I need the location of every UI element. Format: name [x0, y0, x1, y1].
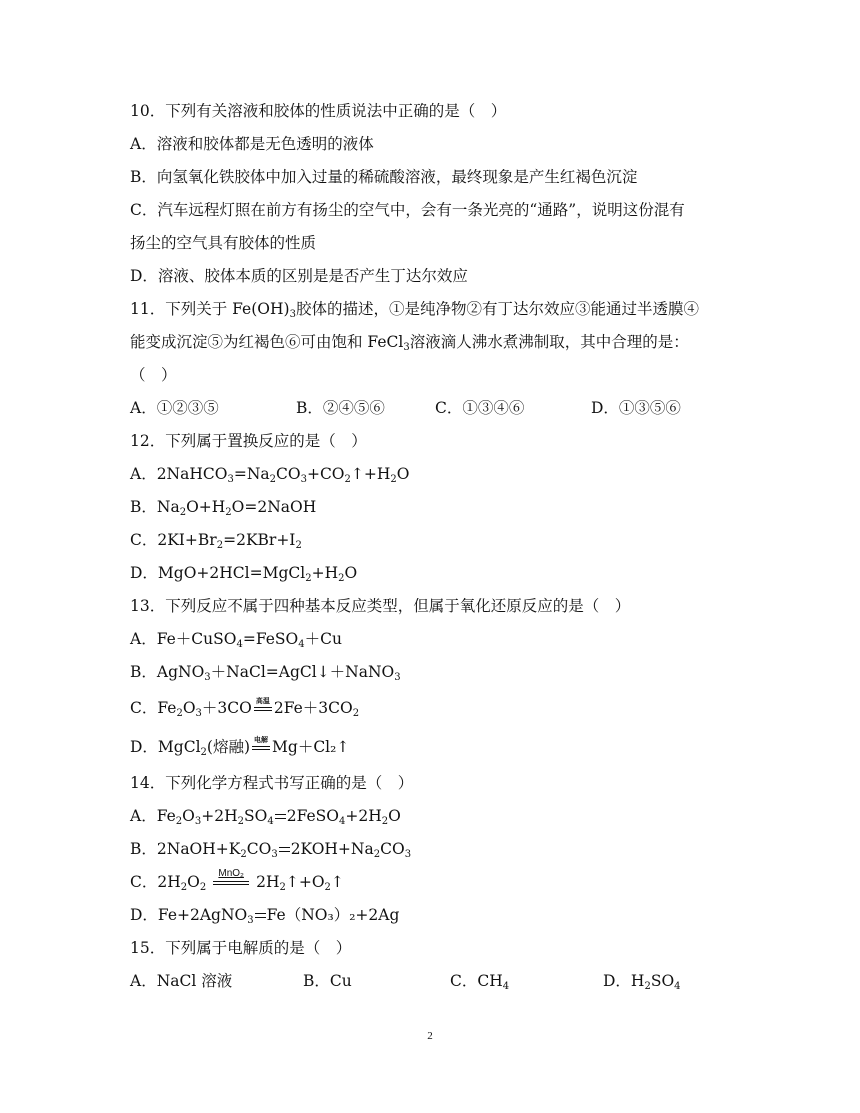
formula-text: ↑+H	[350, 465, 391, 483]
formula-text: =Na	[233, 465, 270, 483]
q11-stem-line3: （ ）	[130, 366, 177, 384]
condition-mark: MnO₂	[212, 872, 250, 892]
formula-text: SO	[650, 972, 675, 990]
formula-text: SO	[244, 807, 268, 825]
formula-text: A．2NaHCO	[130, 465, 228, 483]
q13-option-b	[130, 662, 401, 682]
formula-text: D．MgCl	[130, 738, 201, 756]
formula-text: ＋3CO	[201, 699, 252, 717]
formula-subscript: 3	[300, 474, 307, 485]
formula-text: 2KOH+Na	[290, 840, 374, 858]
formula-subscript: 2	[324, 882, 331, 893]
q10-option-c-line2: 扬尘的空气具有胶体的性质	[130, 234, 317, 252]
q10-option-c-line1: C．汽车远程灯照在前方有扬尘的空气中，会有一条光亮的“通路”，说明这份混有	[130, 201, 685, 219]
formula-text: A．Fe	[130, 807, 176, 825]
q13-option-c	[130, 698, 359, 718]
formula-subscript: 2	[344, 474, 351, 485]
q11-option-c: C．①③④⑥	[435, 399, 525, 417]
q11-option-a: A．①②③⑤	[130, 399, 219, 417]
formula-text: O	[182, 699, 196, 717]
formula-text: O	[182, 807, 195, 825]
formula-subscript: 2	[179, 507, 187, 518]
formula-subscript: 3	[195, 708, 202, 719]
formula-subscript: 2	[338, 573, 345, 584]
formula-text: 2FeSO	[286, 807, 339, 825]
formula-text: (熔融)	[206, 738, 251, 756]
formula-subscript: 3	[227, 474, 234, 485]
formula-subscript: 2	[269, 474, 276, 485]
q12-option-d	[130, 563, 357, 583]
q15-option-d	[603, 971, 681, 991]
condition-mark: 电解	[251, 737, 271, 757]
formula-subscript: 2	[180, 882, 188, 893]
formula-text: O	[396, 465, 410, 483]
q11-option-b: B．②④⑤⑥	[296, 399, 385, 417]
q14-option-c	[130, 868, 344, 893]
formula-text: CO	[380, 840, 405, 858]
q13-option-a	[130, 629, 342, 649]
formula-subscript: 2	[644, 981, 651, 992]
formula-subscript: 4	[298, 639, 305, 650]
q15-option-c	[450, 971, 509, 991]
formula-subscript: 2	[225, 507, 232, 518]
formula-text: ＋NaCl=AgCl↓＋NaNO	[210, 663, 395, 681]
formula-text: CO	[276, 465, 301, 483]
formula-subscript: 4	[674, 981, 681, 992]
q12-option-b	[130, 497, 316, 517]
q14-option-a	[130, 806, 401, 826]
formula-text: C．2H	[130, 873, 181, 891]
formula-text: A．Fe＋CuSO	[130, 630, 237, 648]
formula-text: D．Fe+2AgNO	[130, 906, 248, 924]
page-number: 2	[427, 1030, 433, 1042]
q11-stem-line2: 能变成沉淀⑤为红褐色⑥可由饱和 FeCl$_3$溶液滴人沸水煮沸制取，其中合理的是：	[130, 333, 689, 353]
formula-subscript: 4	[236, 639, 243, 650]
formula-subscript: 3	[247, 915, 254, 926]
q10-option-b: B．向氢氧化铁胶体中加入过量的稀硫酸溶液，最终现象是产生红褐色沉淀	[130, 168, 638, 186]
formula-subscript: 2	[390, 474, 397, 485]
formula-text: B．2NaOH+K	[130, 840, 241, 858]
formula-text: CO	[246, 840, 272, 858]
double-equals-sign	[278, 839, 291, 859]
formula-text: B．AgNO	[130, 663, 205, 681]
formula-text: O+H	[186, 498, 226, 516]
formula-text: ↑+O	[285, 873, 325, 891]
q15-stem: 15．下列属于电解质的是（ ）	[130, 939, 352, 957]
formula-text: B．Na	[130, 498, 180, 516]
double-equals-sign	[254, 905, 267, 925]
formula-subscript: 2	[279, 882, 286, 893]
formula-text: O	[344, 564, 358, 582]
condition-mark: 高温	[253, 698, 273, 718]
q10-stem: 10．下列有关溶液和胶体的性质说法中正确的是（ ）	[130, 102, 507, 120]
q11-option-d: D．①③⑤⑥	[591, 399, 681, 417]
formula-text: C．2KI+Br	[130, 531, 217, 549]
formula-text: O	[388, 807, 401, 825]
formula-subscript: 2	[352, 708, 360, 719]
formula-subscript: 4	[502, 981, 510, 992]
q13-option-d: D．MgCl$_2$(熔融) 电解 Mg＋Cl₂↑	[130, 736, 350, 758]
q14-option-b	[130, 839, 411, 859]
q13-stem: 13．下列反应不属于四种基本反应类型，但属于氧化还原反应的是（ ）	[130, 597, 631, 615]
formula-text: =FeSO	[242, 630, 299, 648]
q10-option-d: D．溶液、胶体本质的区别是是否产生丁达尔效应	[130, 267, 468, 285]
q12-stem: 12．下列属于置换反应的是（ ）	[130, 432, 367, 450]
formula-subscript: 3	[394, 672, 401, 683]
formula-subscript: 2	[305, 573, 312, 584]
q15-option-b: B．Cu	[303, 972, 352, 990]
q14-stem: 14．下列化学方程式书写正确的是（ ）	[130, 774, 414, 792]
formula-subscript: 2	[295, 540, 302, 551]
formula-subscript: 4	[338, 816, 346, 827]
formula-subscript: 3	[204, 672, 211, 683]
formula-text: 2H	[256, 873, 280, 891]
formula-subscript: 2	[216, 540, 224, 551]
formula-text: +H	[311, 564, 339, 582]
formula-subscript: 2	[240, 849, 247, 860]
formula-text: =2KBr+I	[223, 531, 296, 549]
formula-text: +2H	[345, 807, 382, 825]
q12-option-c	[130, 530, 302, 550]
formula-text: ↑	[330, 873, 344, 891]
formula-subscript: 3	[404, 849, 412, 860]
formula-text: +CO	[306, 465, 345, 483]
q14-option-d: D．Fe+2AgNO$_3$ Fe（NO₃）₂+2Ag	[130, 906, 400, 926]
formula-subscript: 2	[381, 816, 389, 827]
formula-subscript: 2	[373, 849, 381, 860]
formula-text: C．Fe	[130, 699, 177, 717]
formula-text: O=2NaOH	[231, 498, 317, 516]
q11-stem-line1: 11．下列关于 $Fe(OH)_3$胶体的描述，①是纯净物②有丁达尔效应③能通过半透膜④	[130, 300, 699, 320]
formula-text: ＋Cu	[304, 630, 342, 648]
q12-option-a	[130, 464, 409, 484]
formula-subscript: 3	[271, 849, 278, 860]
formula-text: D．H	[603, 972, 645, 990]
formula-subscript: 2	[237, 816, 244, 827]
formula-subscript: 2	[199, 882, 207, 893]
q15-option-a: A．NaCl 溶液	[130, 972, 233, 990]
formula-text: 2Fe＋3CO	[273, 699, 353, 717]
formula-subscript: 4	[267, 816, 274, 827]
formula-subscript: 3	[194, 816, 202, 827]
formula-subscript: 2	[175, 816, 183, 827]
formula-text: D．MgO+2HCl=MgCl	[130, 564, 306, 582]
formula-subscript: 2	[176, 708, 183, 719]
q10-option-a: A．溶液和胶体都是无色透明的液体	[130, 135, 374, 153]
formula-text: C．CH	[450, 972, 503, 990]
double-equals-sign	[274, 806, 287, 826]
formula-subscript: 2	[200, 747, 207, 758]
formula-text: +2H	[201, 807, 238, 825]
formula-text: O	[187, 873, 200, 891]
